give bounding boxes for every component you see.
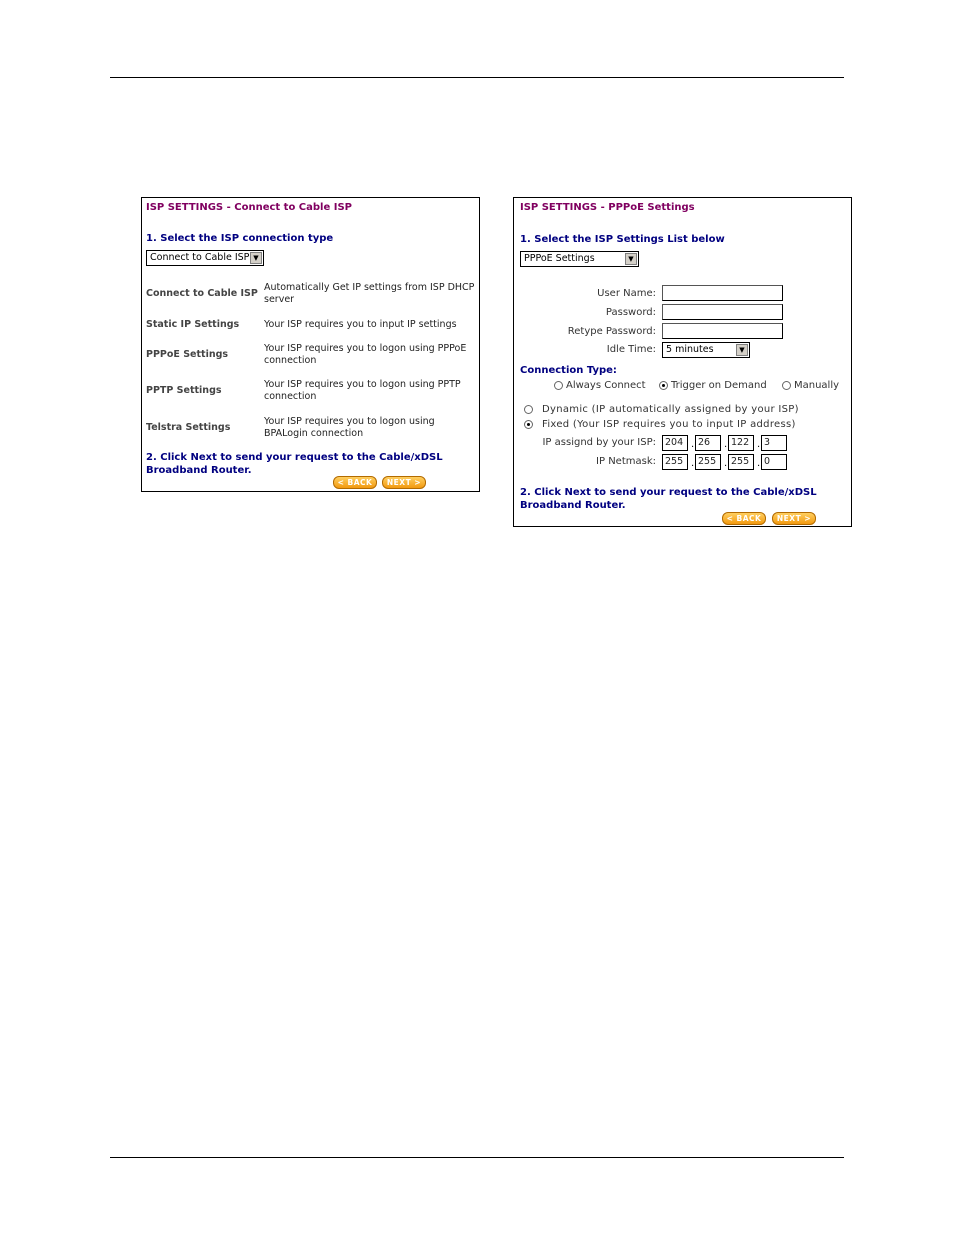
manually-radio[interactable] [782, 381, 791, 390]
netmask-octet-1[interactable]: 255 [662, 454, 688, 470]
chevron-down-icon[interactable]: ▼ [736, 344, 748, 356]
footer-rule [110, 1157, 844, 1158]
retype-password-label: Retype Password: [567, 326, 656, 337]
panel-title: ISP SETTINGS - PPPoE Settings [520, 202, 695, 213]
option-name-pptp: PPTP Settings [146, 385, 222, 396]
retype-password-input[interactable] [662, 323, 783, 339]
dynamic-ip-radio[interactable] [524, 405, 533, 414]
option-name-cable: Connect to Cable ISP [146, 288, 258, 299]
option-name-pppoe: PPPoE Settings [146, 349, 229, 360]
manually-label: Manually [794, 380, 840, 391]
pppoe-settings-panel [513, 197, 852, 527]
user-name-label: User Name: [597, 288, 656, 299]
option-name-static: Static IP Settings [146, 319, 240, 330]
netmask-octet-2[interactable]: 255 [695, 454, 721, 470]
ip-octet-1[interactable]: 204 [662, 435, 688, 451]
dot-separator: . [691, 439, 695, 450]
select-value: PPPoE Settings [524, 253, 595, 264]
step1-label: 1. Select the ISP connection type [146, 233, 334, 244]
user-name-input[interactable] [662, 285, 783, 301]
trigger-on-demand-radio[interactable] [659, 381, 668, 390]
option-desc-pppoe: Your ISP requires you to logon using PPPoE connection [264, 343, 467, 366]
panel-title: ISP SETTINGS - Connect to Cable ISP [146, 202, 352, 213]
next-button[interactable]: NEXT > [772, 512, 816, 525]
dot-separator: . [757, 458, 761, 469]
chevron-down-icon[interactable]: ▼ [625, 253, 637, 265]
dot-separator: . [724, 439, 728, 450]
idle-time-value: 5 minutes [666, 344, 714, 355]
back-button[interactable]: < BACK [333, 476, 377, 489]
dynamic-ip-label: Dynamic (IP automatically assigned by your ISP) [542, 404, 799, 415]
option-desc-static: Your ISP requires you to input IP settings [264, 319, 457, 330]
always-connect-label: Always Connect [566, 380, 646, 391]
netmask-label: IP Netmask: [596, 456, 656, 467]
step2-label: 2. Click Next to send your request to the Cable/xDSL Broadband Router. [520, 487, 817, 511]
ip-address-label: IP assignd by your ISP: [542, 437, 656, 448]
back-button[interactable]: < BACK [722, 512, 766, 525]
option-desc-telstra: Your ISP requires you to logon using BPALogin connection [264, 416, 435, 439]
password-input[interactable] [662, 304, 783, 320]
netmask-octet-4[interactable]: 0 [761, 454, 787, 470]
header-rule [110, 77, 844, 78]
dot-separator: . [757, 439, 761, 450]
fixed-ip-label: Fixed (Your ISP requires you to input IP address) [542, 419, 796, 430]
option-name-telstra: Telstra Settings [146, 422, 231, 433]
password-label: Password: [605, 307, 656, 318]
cable-isp-panel [141, 197, 480, 492]
step1-label: 1. Select the ISP Settings List below [520, 234, 725, 245]
ip-octet-4[interactable]: 3 [761, 435, 787, 451]
ip-octet-2[interactable]: 26 [695, 435, 721, 451]
fixed-ip-radio[interactable] [524, 420, 533, 429]
netmask-octet-3[interactable]: 255 [728, 454, 754, 470]
ip-octet-3[interactable]: 122 [728, 435, 754, 451]
next-button[interactable]: NEXT > [382, 476, 426, 489]
always-connect-radio[interactable] [554, 381, 563, 390]
isp-settings-select[interactable] [520, 251, 639, 267]
dot-separator: . [691, 458, 695, 469]
idle-time-label: Idle Time: [606, 344, 656, 355]
trigger-on-demand-label: Trigger on Demand [671, 380, 767, 391]
connection-type-select[interactable] [146, 250, 264, 266]
connection-type-label: Connection Type: [520, 365, 617, 376]
option-desc-cable: Automatically Get IP settings from ISP DHCP server [264, 282, 475, 305]
idle-time-select[interactable] [662, 342, 750, 358]
select-value: Connect to Cable ISP [150, 252, 250, 263]
step2-label: 2. Click Next to send your request to the Cable/xDSL Broadband Router. [146, 452, 443, 476]
dot-separator: . [724, 458, 728, 469]
chevron-down-icon[interactable]: ▼ [250, 252, 262, 264]
option-desc-pptp: Your ISP requires you to logon using PPTP connection [264, 379, 461, 402]
